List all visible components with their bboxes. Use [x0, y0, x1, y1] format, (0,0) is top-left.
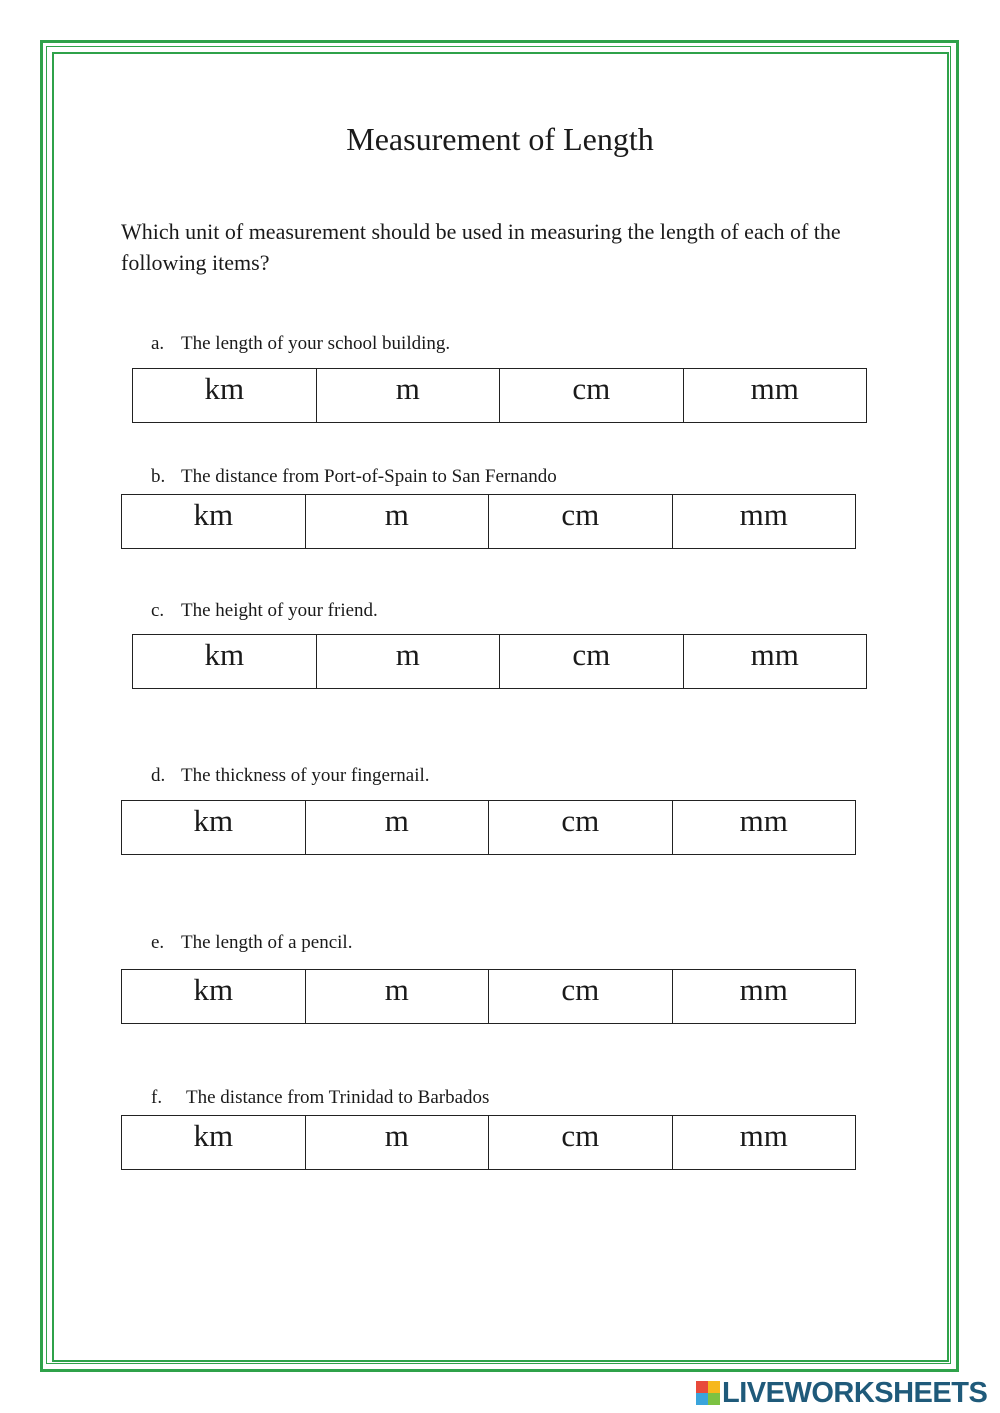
logo-text: LIVEWORKSHEETS: [722, 1376, 988, 1409]
option-cm[interactable]: cm: [500, 635, 684, 688]
option-km[interactable]: km: [122, 801, 306, 854]
logo-badge-icon: [696, 1381, 720, 1405]
question-text: The length of your school building.: [181, 333, 451, 354]
question-a-label: [151, 332, 450, 356]
option-m[interactable]: m: [306, 970, 490, 1023]
option-km[interactable]: km: [122, 1116, 306, 1169]
question-f-options: [121, 1115, 856, 1170]
question-b-label: [151, 465, 557, 489]
question-letter: f.: [151, 1087, 163, 1108]
option-m[interactable]: m: [306, 495, 490, 548]
question-text: The distance from Trinidad to Barbados: [186, 1087, 490, 1108]
page-title: Measurement of Length: [346, 121, 654, 157]
option-km[interactable]: km: [122, 970, 306, 1023]
option-km[interactable]: km: [133, 369, 317, 422]
option-cm[interactable]: cm: [489, 1116, 673, 1169]
option-mm[interactable]: mm: [750, 371, 799, 406]
option-m[interactable]: m: [306, 801, 490, 854]
option-cm[interactable]: cm: [489, 970, 673, 1023]
question-text: The thickness of your fingernail.: [181, 765, 430, 786]
instructions: Which unit of measurement should be used in measuring the length of each of the following items?: [121, 219, 841, 275]
question-letter: b.: [151, 466, 166, 487]
question-d-label: [151, 764, 430, 788]
liveworksheets-logo: [696, 1376, 987, 1410]
question-c-options: [132, 634, 867, 689]
option-cm[interactable]: cm: [489, 495, 673, 548]
question-letter: e.: [151, 932, 165, 953]
question-c-label: [151, 599, 378, 623]
option-mm[interactable]: mm: [739, 972, 788, 1007]
option-cm[interactable]: cm: [489, 801, 673, 854]
question-letter: c.: [151, 600, 165, 621]
option-cm[interactable]: cm: [500, 369, 684, 422]
question-b-options: [121, 494, 856, 549]
question-letter: a.: [151, 333, 165, 354]
option-m[interactable]: m: [317, 369, 501, 422]
option-km[interactable]: km: [122, 495, 306, 548]
option-mm[interactable]: mm: [739, 1118, 788, 1153]
option-m[interactable]: m: [306, 1116, 490, 1169]
option-mm[interactable]: mm: [739, 497, 788, 532]
question-e-options: [121, 969, 856, 1024]
option-m[interactable]: m: [317, 635, 501, 688]
question-text: The length of a pencil.: [181, 932, 353, 953]
option-km[interactable]: km: [133, 635, 317, 688]
question-letter: d.: [151, 765, 166, 786]
question-f-label: [151, 1086, 489, 1110]
question-d-options: [121, 800, 856, 855]
option-mm[interactable]: mm: [750, 637, 799, 672]
question-text: The height of your friend.: [181, 600, 378, 621]
question-e-label: [151, 931, 352, 955]
question-a-options: [132, 368, 867, 423]
option-mm[interactable]: mm: [739, 803, 788, 838]
question-text: The distance from Port-of-Spain to San Fernando: [181, 466, 557, 487]
